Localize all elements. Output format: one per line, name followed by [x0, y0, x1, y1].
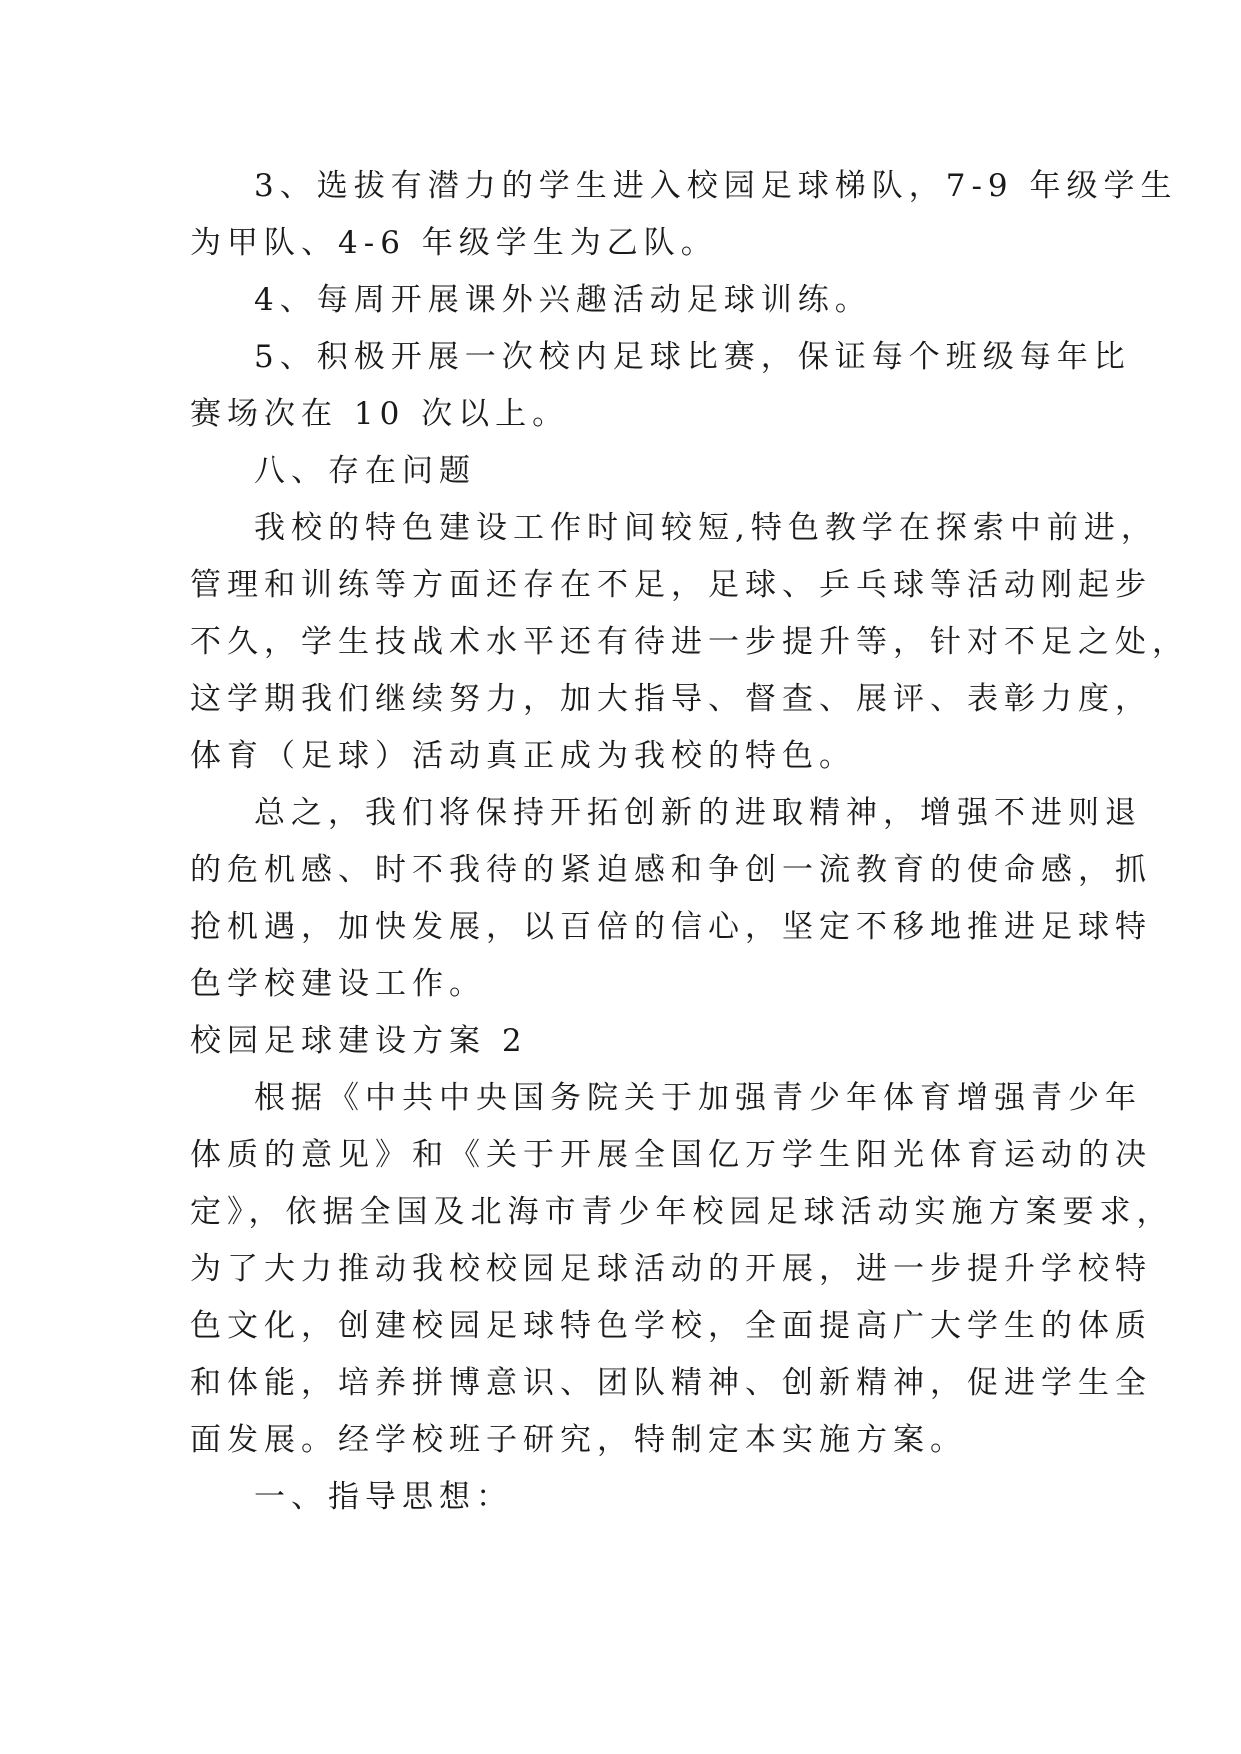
paragraph-line: 为了大力推动我校校园足球活动的开展，进一步提升学校特: [190, 1251, 1152, 1287]
paragraph-line: 和体能，培养拼博意识、团队精神、创新精神，促进学生全: [190, 1365, 1152, 1401]
paragraph-line: 3、选拔有潜力的学生进入校园足球梯队，7-9 年级学生: [254, 168, 1178, 204]
paragraph-line: 色学校建设工作。: [190, 966, 486, 1002]
paragraph-line: 色文化，创建校园足球特色学校，全面提高广大学生的体质: [190, 1308, 1152, 1344]
paragraph-line: 为甲队、4-6 年级学生为乙队。: [190, 225, 718, 261]
paragraph-line: 的危机感、时不我待的紧迫感和争创一流教育的使命感，抓: [190, 852, 1152, 888]
document-title: 校园足球建设方案 2: [190, 1023, 528, 1059]
paragraph-line: 定》，依据全国及北海市青少年校园足球活动实施方案要求，: [190, 1194, 1174, 1230]
paragraph-line: 不久，学生技战术水平还有待进一步提升等，针对不足之处，: [190, 624, 1189, 660]
paragraph-line: 这学期我们继续努力，加大指导、督查、展评、表彰力度，: [190, 681, 1152, 717]
section-heading: 一、指导思想：: [254, 1479, 513, 1515]
paragraph-line: 面发展。经学校班子研究，特制定本实施方案。: [190, 1422, 967, 1458]
paragraph-line: 体育（足球）活动真正成为我校的特色。: [190, 738, 856, 774]
paragraph-line: 体质的意见》和《关于开展全国亿万学生阳光体育运动的决: [190, 1137, 1152, 1173]
paragraph-line: 5、积极开展一次校内足球比赛，保证每个班级每年比: [254, 339, 1131, 375]
document-page: [190, 158, 1189, 1526]
section-heading: 八、存在问题: [254, 453, 476, 489]
paragraph-line: 管理和训练等方面还存在不足，足球、乒乓球等活动刚起步: [190, 567, 1152, 603]
paragraph-line: 抢机遇，加快发展，以百倍的信心，坚定不移地推进足球特: [190, 909, 1152, 945]
paragraph-line: 4、每周开展课外兴趣活动足球训练。: [254, 282, 872, 318]
paragraph-line: 我校的特色建设工作时间较短,特色教学在探索中前进，: [254, 510, 1158, 546]
paragraph-line: 赛场次在 10 次以上。: [190, 396, 570, 432]
paragraph-line: 总之，我们将保持开拓创新的进取精神，增强不进则退: [254, 795, 1142, 831]
paragraph-line: 根据《中共中央国务院关于加强青少年体育增强青少年: [254, 1080, 1142, 1116]
